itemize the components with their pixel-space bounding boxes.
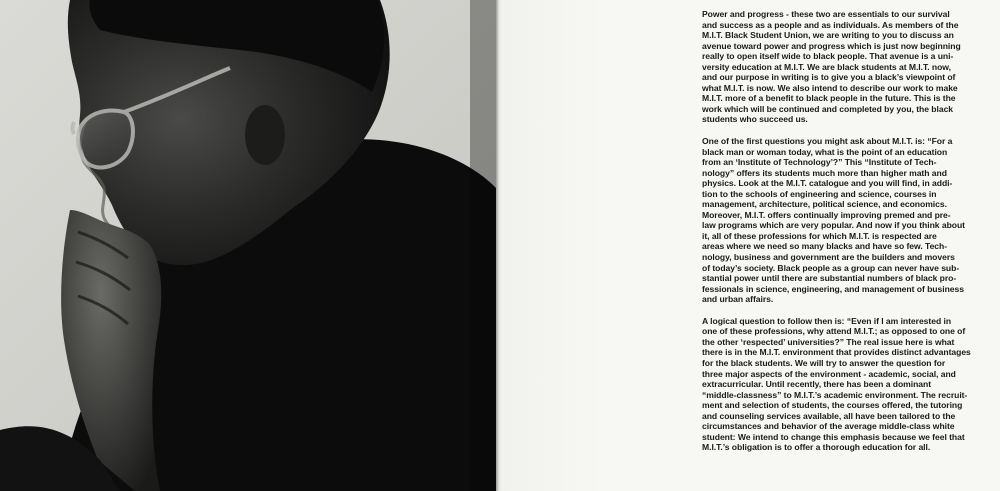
text-line: really to open itself wide to black people. That avenue is a uni- (702, 51, 954, 62)
text-line: “middle-classness” to M.I.T.’s academic environment. The recruit- (702, 389, 968, 400)
text-line: avenue toward power and progress which is just now beginning (702, 40, 961, 51)
text-line: Moreover, M.I.T. offers continually improving premed and pre- (702, 209, 951, 220)
text-line: and our purpose in writing is to give you a black’s viewpoint of (702, 72, 956, 83)
text-page (504, 0, 1000, 491)
text-line: ment and selection of students, the courses offered, the tutoring (702, 400, 963, 411)
text-line: students who succeed us. (702, 114, 808, 125)
text-line: black man or woman today, what is the point of an education (702, 146, 948, 157)
portrait-photograph (0, 0, 498, 491)
text-line: there is in the M.I.T. environment that provides distinct advantages (702, 347, 971, 358)
text-line: circumstances and behavior of the average middle-class white (702, 421, 955, 432)
text-line: physics. Look at the M.I.T. catalogue and you will find, in addi- (702, 178, 953, 189)
paragraph-2 (702, 136, 984, 305)
page-curve-shadow (470, 0, 498, 491)
letter-text (702, 9, 984, 464)
text-line: One of the first questions you might ask about M.I.T. is: “For a (702, 136, 953, 147)
text-line: tion to the schools of engineering and science, courses in (702, 188, 937, 199)
text-line: one of these professions, why attend M.I.T.; as opposed to one of (702, 326, 966, 337)
text-line: and urban affairs. (702, 294, 774, 305)
text-line: fessionals in science, engineering, and management of business (702, 283, 964, 294)
text-line: extracurricular. Until recently, there has been a dominant (702, 379, 932, 390)
text-line: management, architecture, political science, and economics. (702, 199, 947, 210)
text-line: three major aspects of the environment - academic, social, and (702, 368, 956, 379)
portrait-illustration (0, 0, 498, 491)
text-line: work which will be continued and completed by you, the black (702, 103, 954, 114)
paragraph-1 (702, 9, 984, 125)
text-line: and success as a people and as individuals. As members of the (702, 19, 959, 30)
text-line: from an ‘Institute of Technology’?” This “Institute of Tech- (702, 157, 937, 168)
text-line: areas where we need so many blacks and have so few. Tech- (702, 241, 948, 252)
text-line: M.I.T. Black Student Union, we are writing to you to discuss an (702, 30, 954, 41)
text-line: what M.I.T. is now. We also intend to describe our work to make (702, 82, 958, 93)
text-line: M.I.T. more of a benefit to black people in the future. This is the (702, 93, 956, 104)
text-line: law programs which are very popular. And now if you think about (702, 220, 965, 231)
text-line: and counseling services available, all have been tailored to the (702, 410, 956, 421)
text-line: A logical question to follow then is: “Even if I am interested in (702, 315, 952, 326)
text-line: for the black students. We will try to answer the question for (702, 357, 946, 368)
text-line: nology” offers its students much more than higher math and (702, 167, 947, 178)
text-line: of today’s society. Black people as a group can never have sub- (702, 262, 960, 273)
text-line: the other ‘respected’ universities?” The real issue here is what (702, 336, 955, 347)
text-line: M.I.T.’s obligation is to offer a thorough education for all. (702, 442, 931, 453)
text-line: nology, business and government are the builders and movers (702, 252, 955, 263)
text-line: it, all of these professions for which M.I.T. is respected are (702, 230, 937, 241)
text-line: Power and progress - these two are essentials to our survival (702, 9, 950, 19)
text-line: versity education at M.I.T. We are black students at M.I.T. now, (702, 61, 951, 72)
page-gutter (496, 0, 504, 491)
text-line: student: We intend to change this emphasis because we feel that (702, 431, 965, 442)
paragraph-3 (702, 316, 984, 453)
ear (245, 105, 285, 165)
text-line: stantial power until there are substantial numbers of black pro- (702, 273, 957, 284)
